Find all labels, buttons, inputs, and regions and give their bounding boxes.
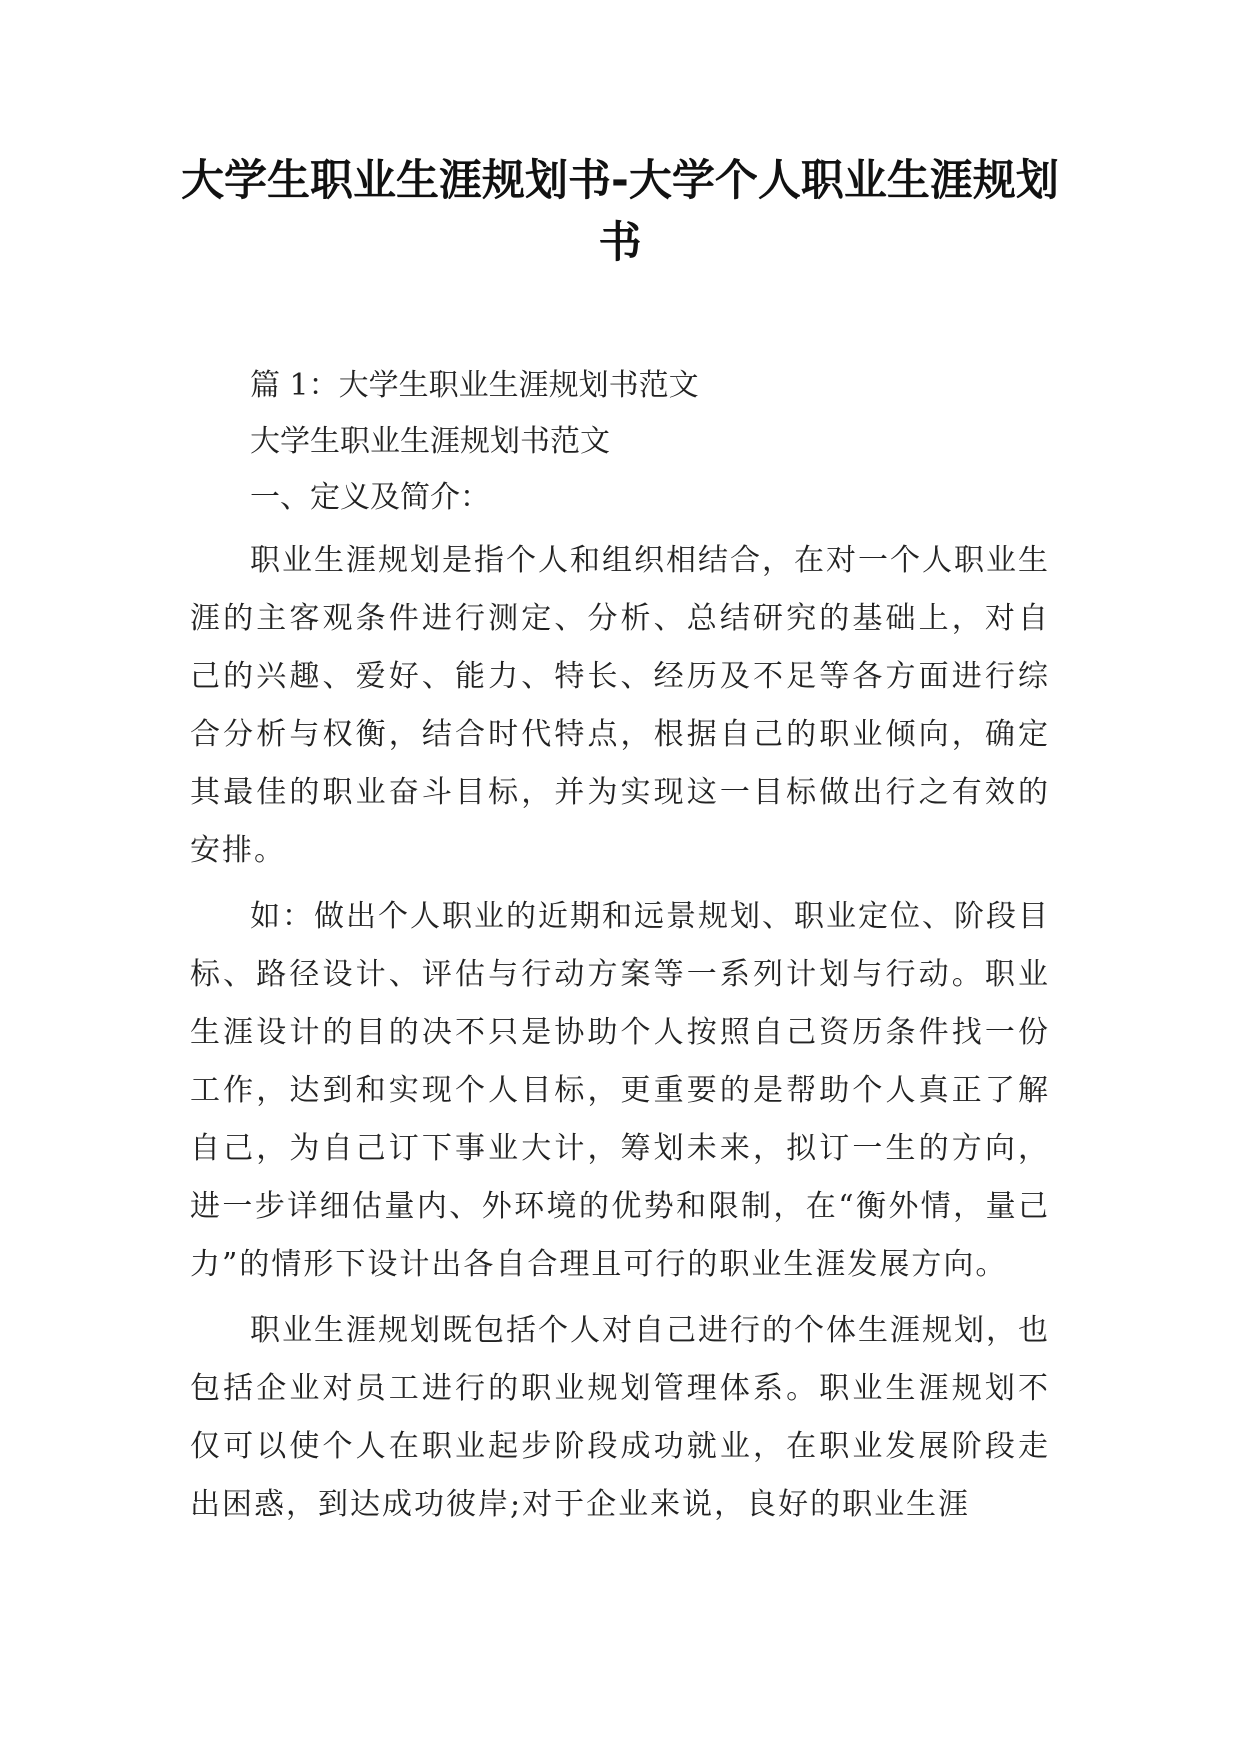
section-heading: 篇 1：大学生职业生涯规划书范文 [250, 368, 699, 403]
document-title: 大学生职业生涯规划书-大学个人职业生涯规划书 [181, 156, 1059, 268]
paragraph-example: 如：做出个人职业的近期和远景规划、职业定位、阶段目标、路径设计、评估与行动方案等一系列计划与行动。职业生涯设计的目的决不只是协助个人按照自己资历条件找一份工作，达到和实现个人目标，更重要的是帮助个人真正了解自己，为自己订下事业大计，筹划未来，拟订一生的方向，进一步详细估量内、外环境的优势和限制，在“衡外情，量己力”的情形下设计出各自合理且可行的职业生涯发展方向。 [190, 899, 1050, 1282]
paragraph-scope: 职业生涯规划既包括个人对自己进行的个体生涯规划，也包括企业对员工进行的职业规划管理体系。职业生涯规划不仅可以使个人在职业起步阶段成功就业，在职业发展阶段走出困惑，到达成功彼岸;对于企业来说，良好的职业生涯 [190, 1313, 1050, 1522]
part-heading: 一、定义及简介： [250, 480, 490, 515]
document-body [190, 358, 1050, 1534]
paragraph-definition: 职业生涯规划是指个人和组织相结合，在对一个人职业生涯的主客观条件进行测定、分析、总结研究的基础上，对自己的兴趣、爱好、能力、特长、经历及不足等各方面进行综合分析与权衡，结合时代特点，根据自己的职业倾向，确定其最佳的职业奋斗目标，并为实现这一目标做出行之有效的安排。 [190, 543, 1050, 868]
subtitle: 大学生职业生涯规划书范文 [250, 424, 610, 459]
